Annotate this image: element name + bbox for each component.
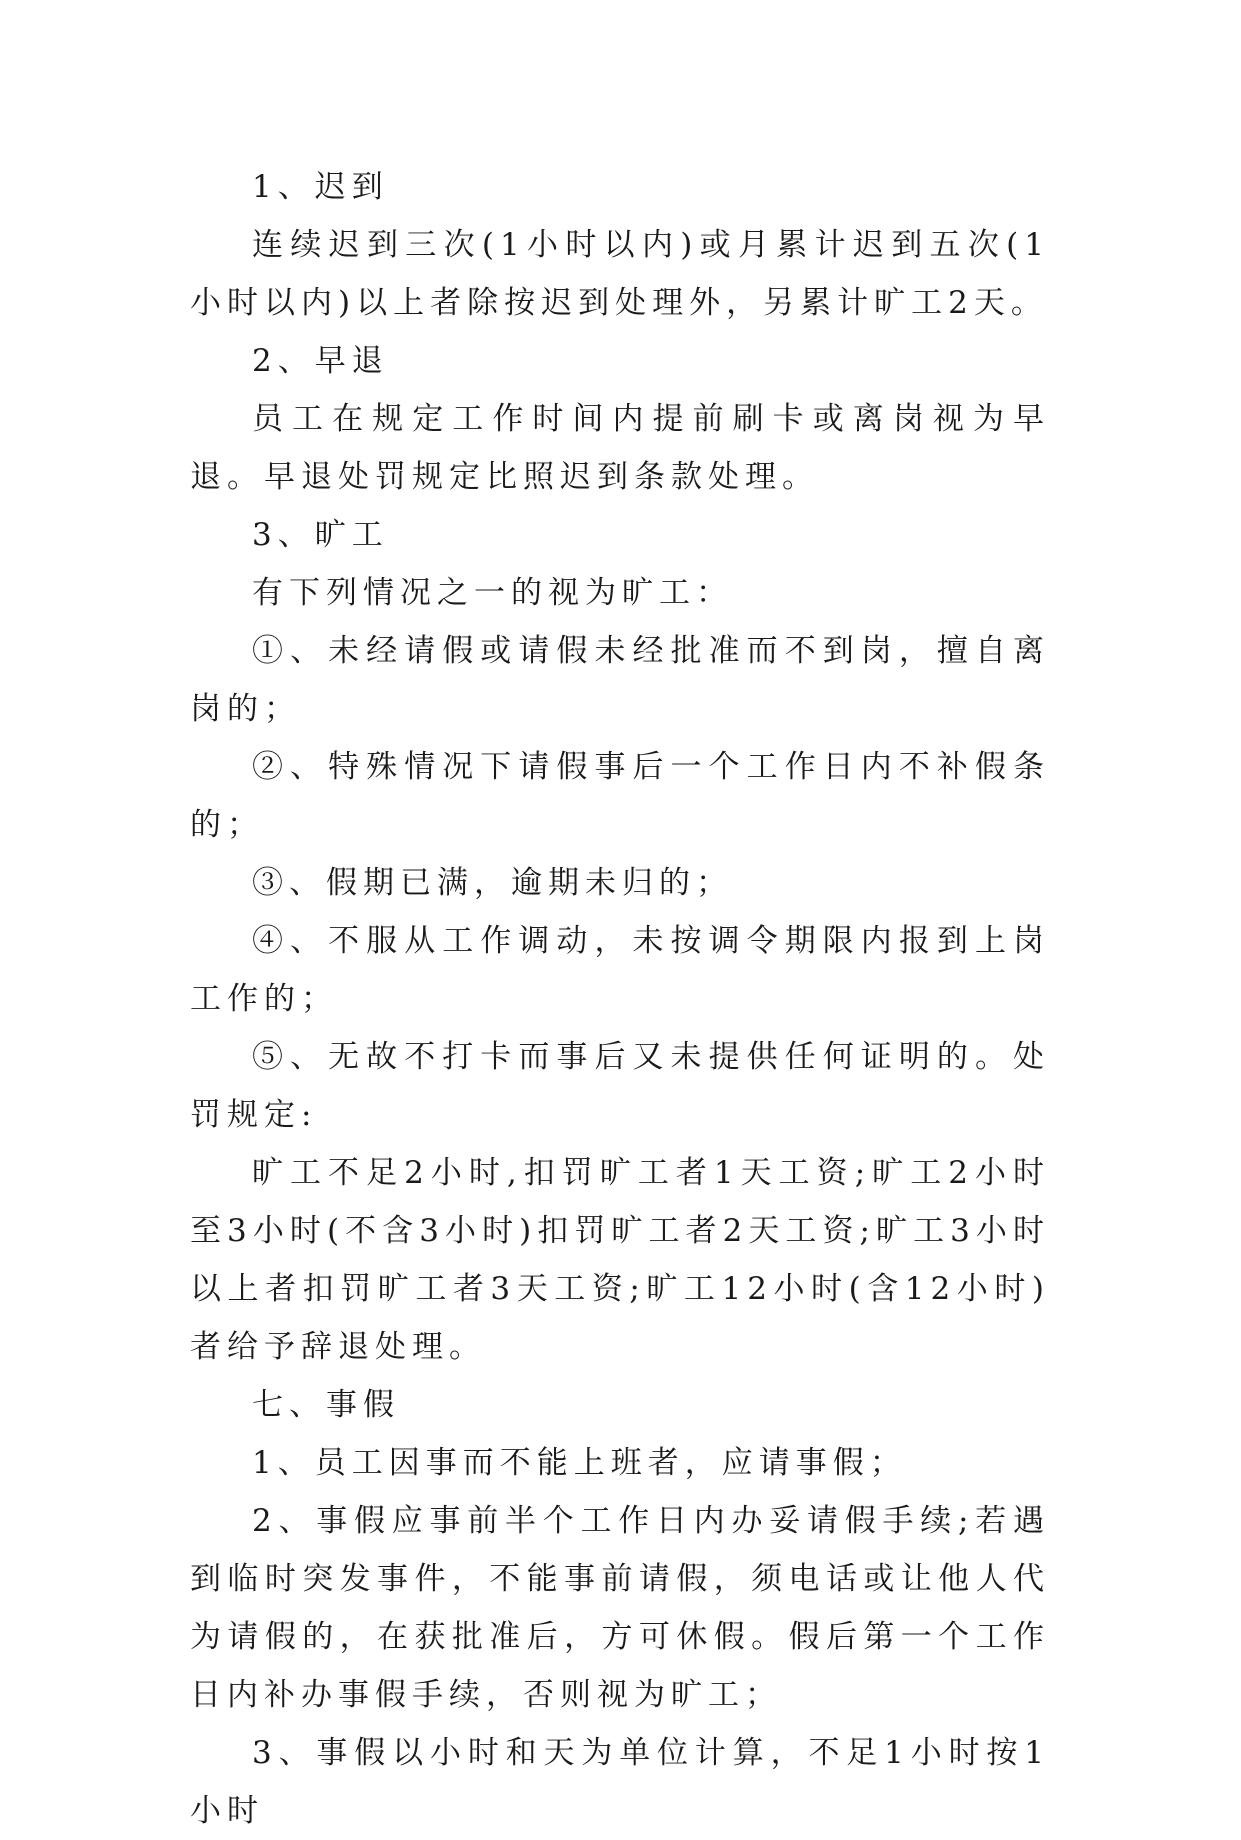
heading-absenteeism: 3、旷工	[252, 517, 389, 553]
heading-late: 1、迟到	[252, 169, 389, 205]
list-item-absenteeism-3: ③、假期已满，逾期未归的；	[252, 865, 733, 901]
paragraph-absenteeism-intro: 有下列情况之一的视为旷工：	[252, 575, 733, 611]
document-body	[190, 158, 1050, 1840]
list-item-absenteeism-1: ①、未经请假或请假未经批准而不到岗，擅自离岗的；	[190, 633, 1050, 727]
paragraph-early-leave-rule: 员工在规定工作时间内提前刷卡或离岗视为早退。早退处罚规定比照迟到条款处理。	[190, 401, 1050, 495]
heading-early-leave: 2、早退	[252, 343, 389, 379]
paragraph-late-rule: 连续迟到三次(1小时以内)或月累计迟到五次(1小时以内)以上者除按迟到处理外，另累计旷工2天。	[190, 227, 1050, 321]
list-item-absenteeism-2: ②、特殊情况下请假事后一个工作日内不补假条的；	[190, 749, 1050, 843]
paragraph-personal-leave-2: 2、事假应事前半个工作日内办妥请假手续;若遇到临时突发事件，不能事前请假，须电话或让他人代为请假的，在获批准后，方可休假。假后第一个工作日内补办事假手续，否则视为旷工；	[190, 1503, 1050, 1713]
paragraph-absenteeism-penalty: 旷工不足2小时,扣罚旷工者1天工资;旷工2小时至3小时(不含3小时)扣罚旷工者2天工资;旷工3小时以上者扣罚旷工者3天工资;旷工12小时(含12小时)者给予辞退处理。	[190, 1155, 1050, 1365]
paragraph-personal-leave-1: 1、员工因事而不能上班者，应请事假；	[252, 1445, 907, 1481]
heading-personal-leave: 七、事假	[252, 1387, 400, 1423]
paragraph-personal-leave-3: 3、事假以小时和天为单位计算，不足1小时按1小时	[190, 1735, 1050, 1829]
list-item-absenteeism-5: ⑤、无故不打卡而事后又未提供任何证明的。处罚规定:	[190, 1039, 1050, 1133]
list-item-absenteeism-4: ④、不服从工作调动，未按调令期限内报到上岗工作的；	[190, 923, 1050, 1017]
